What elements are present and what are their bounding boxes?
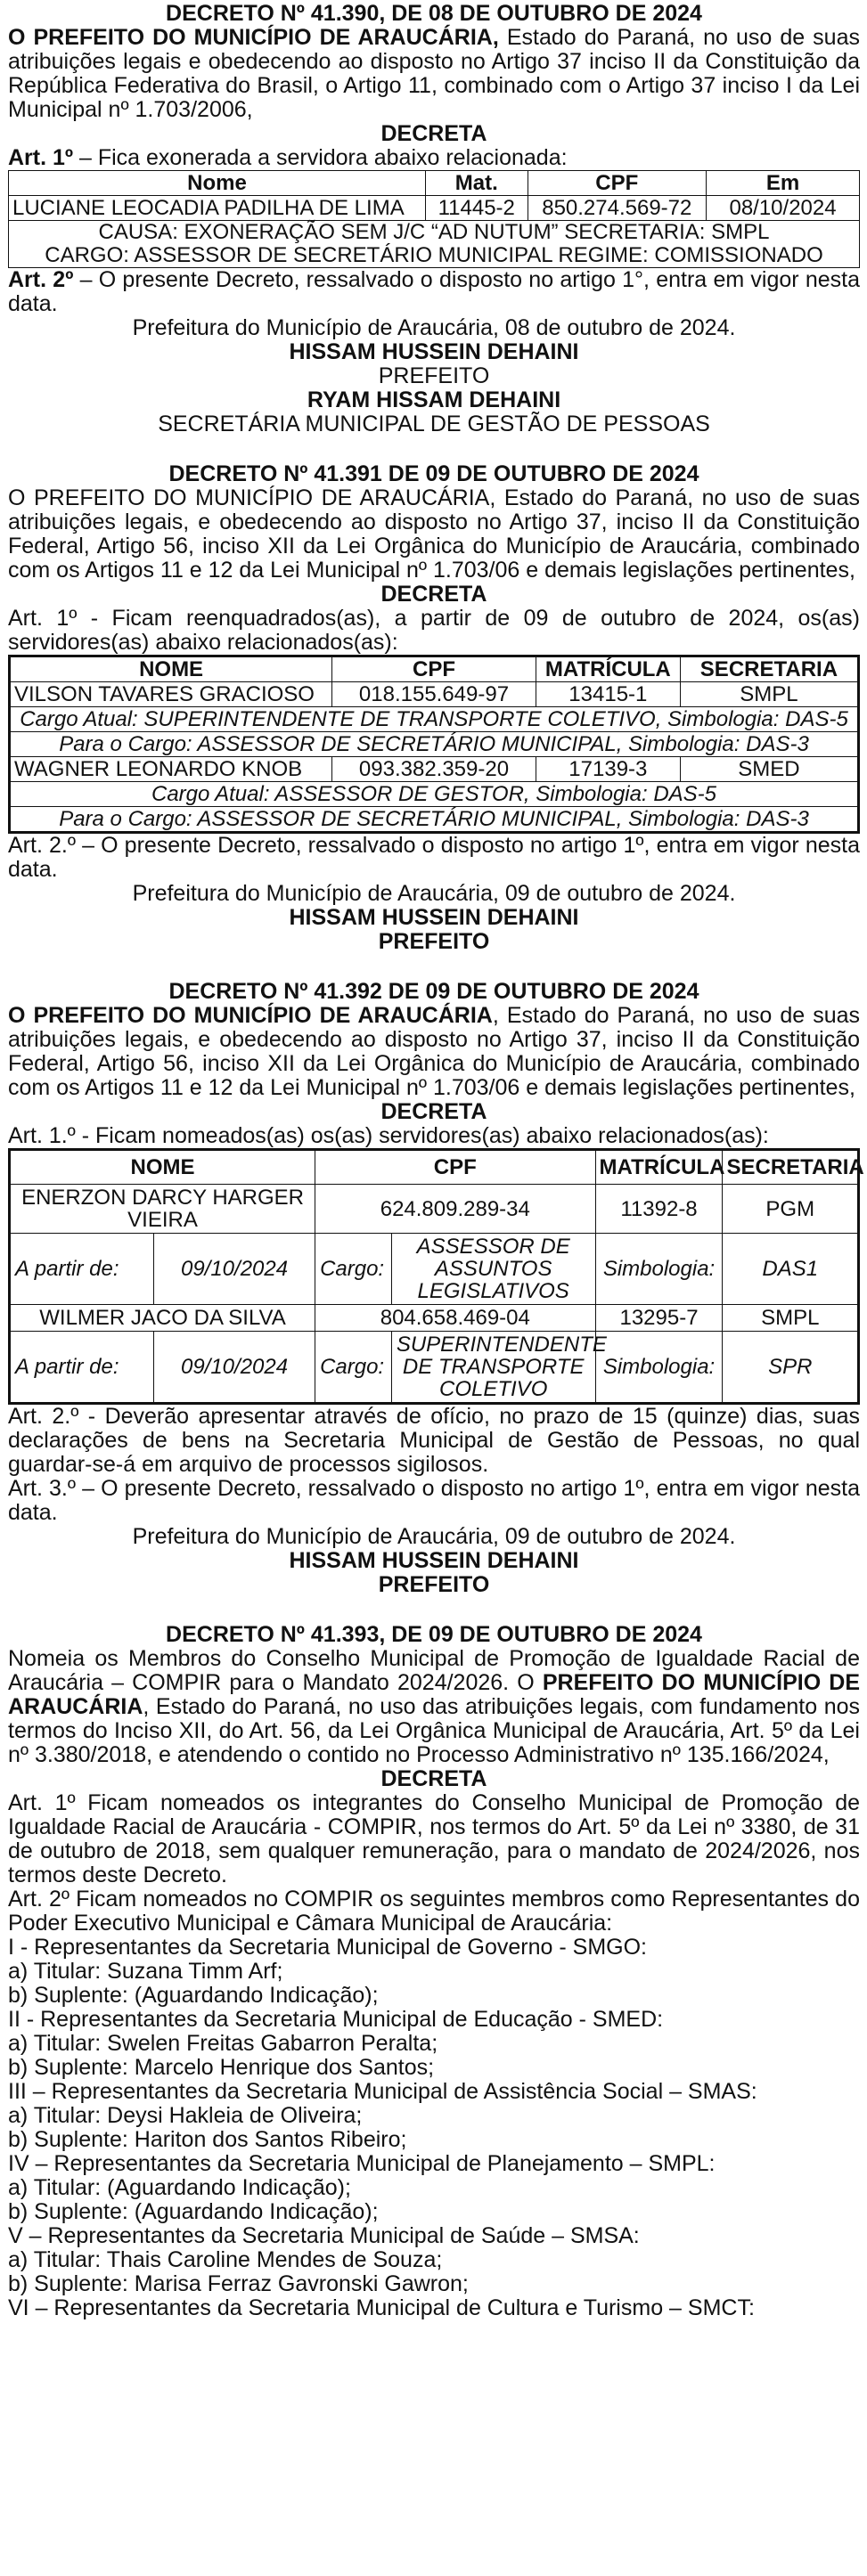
- employee-cpf: 624.809.289-34: [315, 1185, 595, 1234]
- employee-secretaria: PGM: [723, 1185, 859, 1234]
- position-name: ASSESSOR DE ASSUNTOS LEGISLATIVOS: [391, 1234, 595, 1305]
- table-row: [10, 1305, 859, 1332]
- employee-matricula: 11392-8: [595, 1185, 723, 1234]
- decree-41390: [8, 2, 860, 436]
- preamble-authority: O PREFEITO DO MUNICÍPIO DE ARAUCÁRIA,: [8, 25, 499, 50]
- column-header: SECRETARIA: [723, 1150, 859, 1185]
- employee-cpf: 018.155.649-97: [332, 682, 536, 707]
- article-2: Art. 2.º – O presente Decreto, ressalvado o disposto no artigo 1º, entra em vigor nesta data.: [8, 833, 860, 882]
- start-date-label: A partir de:: [10, 1234, 154, 1305]
- preamble-text: , Estado do Paraná, no uso de suas atribuições legais, e obedecendo ao disposto no Artigo 37, inciso II da Constituição Federal, Artigo 56, inciso XII da Lei Orgânica do Município de Araucária, combinado com os Artigos 11 e 12 da Lei Municipal nº 1.703/06 e demais legislações pertinentes,: [8, 1003, 860, 1100]
- symbology-label: Simbologia:: [595, 1332, 723, 1404]
- exoneration-table: [8, 170, 860, 268]
- article-1: Art. 1º Ficam nomeados os integrantes do Conselho Municipal de Promoção de Igualdade Racial de Araucária - COMPIR, nos termos do Art. 5º da Lei nº 3380, de 31 de outubro de 2018, sem qualquer remuneração, para o mandato de 2024/2026, nos termos deste Decreto.: [8, 1790, 860, 1887]
- place-date: Prefeitura do Município de Araucária, 08 de outubro de 2024.: [132, 315, 736, 340]
- current-position: Cargo Atual: ASSESSOR DE GESTOR, Simbologia: DAS-5: [10, 782, 859, 807]
- decree-ementa: [8, 1647, 860, 1767]
- table-row: [10, 1234, 859, 1305]
- members-list: [8, 1936, 860, 2320]
- column-header: MATRÍCULA: [595, 1150, 723, 1185]
- article-text: – O presente Decreto, ressalvado o disposto no artigo 1°, entra em vigor nesta data.: [8, 267, 860, 316]
- place-date: Prefeitura do Município de Araucária, 09 de outubro de 2024.: [132, 881, 736, 906]
- signer-role: SECRETÁRIA MUNICIPAL DE GESTÃO DE PESSOAS: [158, 412, 710, 436]
- current-position: Cargo Atual: SUPERINTENDENTE DE TRANSPORTE COLETIVO, Simbologia: DAS-5: [10, 707, 859, 732]
- article-text: – Fica exonerada a servidora abaixo relacionada:: [73, 145, 568, 170]
- place-date: Prefeitura do Município de Araucária, 09 de outubro de 2024.: [132, 1524, 736, 1549]
- table-row: [10, 1185, 859, 1234]
- decree-title: DECRETO Nº 41.391 DE 09 DE OUTUBRO DE 2024: [168, 461, 699, 486]
- decreta-heading: DECRETA: [380, 121, 487, 146]
- list-item: IV – Representantes da Secretaria Municipal de Planejamento – SMPL:: [8, 2151, 716, 2176]
- list-item: b) Suplente: Hariton dos Santos Ribeiro;: [8, 2127, 407, 2152]
- decree-title: DECRETO Nº 41.392 DE 09 DE OUTUBRO DE 2024: [168, 979, 699, 1004]
- table-row: [10, 707, 859, 732]
- list-item: I - Representantes da Secretaria Municipal de Governo - SMGO:: [8, 1935, 647, 1960]
- column-header: Nome: [9, 171, 426, 196]
- symbology-label: Simbologia:: [595, 1234, 723, 1305]
- employee-name: WILMER JACO DA SILVA: [10, 1305, 315, 1332]
- table-row: [10, 757, 859, 782]
- table-row: [10, 807, 859, 833]
- employee-secretaria: SMPL: [680, 682, 858, 707]
- table-header-row: [10, 656, 859, 682]
- section-gap: [8, 954, 860, 980]
- list-item: b) Suplente: (Aguardando Indicação);: [8, 1983, 379, 2008]
- reclassification-table: [8, 655, 860, 834]
- article-1: [8, 146, 860, 170]
- decree-41393: [8, 1623, 860, 2320]
- employee-matricula: 13295-7: [595, 1305, 723, 1332]
- column-header: CPF: [332, 656, 536, 682]
- employee-cpf: 093.382.359-20: [332, 757, 536, 782]
- ementa-authority: PREFEITO DO MUNICÍPIO DE ARAUCÁRIA: [8, 1670, 861, 1719]
- table-header-row: [9, 171, 860, 196]
- table-row: [10, 782, 859, 807]
- employee-secretaria: SMPL: [723, 1305, 859, 1332]
- column-header: CPF: [315, 1150, 595, 1185]
- employee-cpf: 850.274.569-72: [528, 196, 707, 221]
- position-name: SUPERINTENDENTE DE TRANSPORTE COLETIVO: [391, 1332, 595, 1404]
- column-header: Mat.: [425, 171, 528, 196]
- article-2: Art. 2º Ficam nomeados no COMPIR os seguintes membros como Representantes do Poder Executivo Municipal e Câmara Municipal de Araucária:: [8, 1887, 860, 1936]
- article-label: Art. 1º: [8, 145, 74, 170]
- decree-preamble: O PREFEITO DO MUNICÍPIO DE ARAUCÁRIA, Estado do Paraná, no uso de suas atribuições legais, e obedecendo ao disposto no Artigo 37, inciso II da Constituição Federal, Artigo 56, inciso XII da Lei Orgânica do Município de Araucária, combinado com os Artigos 11 e 12 da Lei Municipal nº 1.703/06 e demais legislações pertinentes,: [8, 485, 860, 583]
- table-row: [9, 221, 860, 268]
- employee-matricula: 13415-1: [536, 682, 680, 707]
- table-row: [10, 1332, 859, 1404]
- section-gap: [8, 1597, 860, 1623]
- signer-role: PREFEITO: [378, 363, 490, 388]
- column-header: NOME: [10, 1150, 315, 1185]
- signer-name: HISSAM HUSSEIN DEHAINI: [289, 905, 579, 930]
- employee-secretaria: SMED: [680, 757, 858, 782]
- list-item: b) Suplente: (Aguardando Indicação);: [8, 2199, 379, 2224]
- signer-name: RYAM HISSAM DEHAINI: [307, 387, 561, 412]
- decreta-heading: DECRETA: [380, 582, 487, 607]
- employee-mat: 11445-2: [425, 196, 528, 221]
- list-item: III – Representantes da Secretaria Municipal de Assistência Social – SMAS:: [8, 2079, 757, 2104]
- article-label: Art. 2º: [8, 267, 74, 292]
- ementa-text: Nomeia os Membros do Conselho Municipal de Promoção de Igualdade Racial de Araucária – COMPIR para o Mandato 2024/2026. O: [8, 1646, 860, 1695]
- employee-cpf: 804.658.469-04: [315, 1305, 595, 1332]
- employee-name: ENERZON DARCY HARGER VIEIRA: [10, 1185, 315, 1234]
- start-date: 09/10/2024: [154, 1332, 315, 1404]
- preamble-text: Estado do Paraná, no uso de suas atribuições legais e obedecendo ao disposto no Artigo 37 inciso II da Constituição da República Federativa do Brasil, o Artigo 11, combinado com o Artigo 37 inciso I da Lei Municipal nº 1.703/2006,: [8, 25, 860, 122]
- list-item: b) Suplente: Marisa Ferraz Gavronski Gawron;: [8, 2271, 469, 2296]
- table-note: [9, 221, 860, 268]
- list-item: b) Suplente: Marcelo Henrique dos Santos;: [8, 2055, 435, 2080]
- list-item: VI – Representantes da Secretaria Municipal de Cultura e Turismo – SMCT:: [8, 2295, 755, 2320]
- list-item: a) Titular: Suzana Timm Arf;: [8, 1959, 283, 1984]
- decreta-heading: DECRETA: [380, 1766, 487, 1791]
- article-2: [8, 268, 860, 316]
- ementa-text: , Estado do Paraná, no uso das atribuições legais, com fundamento nos termos do Inciso XII, do Art. 56, da Lei Orgânica Municipal de Araucária, Art. 5º da Lei nº 3.380/2018, e atendendo o contido no Processo Administrativo nº 135.166/2024,: [8, 1694, 860, 1767]
- preamble-authority: O PREFEITO DO MUNICÍPIO DE ARAUCÁRIA: [8, 1003, 493, 1028]
- decree-preamble: [8, 26, 860, 122]
- signer-role: PREFEITO: [378, 929, 490, 954]
- list-item: a) Titular: (Aguardando Indicação);: [8, 2175, 351, 2200]
- column-header: MATRÍCULA: [536, 656, 680, 682]
- column-header: CPF: [528, 171, 707, 196]
- column-header: NOME: [10, 656, 332, 682]
- cause-line: CAUSA: EXONERAÇÃO SEM J/C “AD NUTUM” SECRETARIA: SMPL: [98, 220, 770, 244]
- employee-name: WAGNER LEONARDO KNOB: [10, 757, 332, 782]
- signer-name: HISSAM HUSSEIN DEHAINI: [289, 1548, 579, 1573]
- table-row: [10, 732, 859, 757]
- table-row: [9, 196, 860, 221]
- appointment-table: [8, 1148, 864, 1405]
- decree-title: DECRETO Nº 41.390, DE 08 DE OUTUBRO DE 2024: [166, 1, 702, 26]
- column-header: SECRETARIA: [680, 656, 858, 682]
- list-item: a) Titular: Deysi Hakleia de Oliveira;: [8, 2103, 363, 2128]
- position-line: CARGO: ASSESSOR DE SECRETÁRIO MUNICIPAL REGIME: COMISSIONADO: [45, 243, 823, 267]
- symbology-value: DAS1: [723, 1234, 859, 1305]
- article-1: Art. 1.º - Ficam nomeados(as) os(as) servidores(as) abaixo relacionados(as):: [8, 1123, 769, 1148]
- symbology-value: SPR: [723, 1332, 859, 1404]
- start-date-label: A partir de:: [10, 1332, 154, 1404]
- column-header: Em: [707, 171, 860, 196]
- start-date: 09/10/2024: [154, 1234, 315, 1305]
- decree-preamble: [8, 1004, 860, 1100]
- decree-41392: [8, 979, 864, 1597]
- list-item: a) Titular: Thais Caroline Mendes de Souza;: [8, 2247, 443, 2272]
- article-3: Art. 3.º – O presente Decreto, ressalvado o disposto no artigo 1º, entra em vigor nesta data.: [8, 1476, 860, 1525]
- signer-role: PREFEITO: [378, 1572, 490, 1597]
- position-label: Cargo:: [315, 1332, 392, 1404]
- list-item: a) Titular: Swelen Freitas Gabarron Peralta;: [8, 2031, 438, 2056]
- list-item: V – Representantes da Secretaria Municipal de Saúde – SMSA:: [8, 2223, 640, 2248]
- table-header-row: [10, 1150, 859, 1185]
- employee-name: LUCIANE LEOCADIA PADILHA DE LIMA: [9, 196, 426, 221]
- article-2: Art. 2.º - Deverão apresentar através de ofício, no prazo de 15 (quinze) dias, suas declarações de bens na Secretaria Municipal de Gestão de Pessoas, no qual guardar-se-á em arquivo de processos sigilosos.: [8, 1404, 860, 1477]
- position-label: Cargo:: [315, 1234, 392, 1305]
- new-position: Para o Cargo: ASSESSOR DE SECRETÁRIO MUNICIPAL, Simbologia: DAS-3: [10, 807, 859, 833]
- table-row: [10, 682, 859, 707]
- new-position: Para o Cargo: ASSESSOR DE SECRETÁRIO MUNICIPAL, Simbologia: DAS-3: [10, 732, 859, 757]
- list-item: II - Representantes da Secretaria Municipal de Educação - SMED:: [8, 2007, 664, 2032]
- exoneration-date: 08/10/2024: [707, 196, 860, 221]
- decree-41391: [8, 462, 860, 954]
- employee-matricula: 17139-3: [536, 757, 680, 782]
- employee-name: VILSON TAVARES GRACIOSO: [10, 682, 332, 707]
- article-1: Art. 1º - Ficam reenquadrados(as), a partir de 09 de outubro de 2024, os(as) servidores(as) abaixo relacionados(as):: [8, 606, 860, 655]
- decreta-heading: DECRETA: [380, 1099, 487, 1124]
- signer-name: HISSAM HUSSEIN DEHAINI: [289, 339, 579, 364]
- section-gap: [8, 436, 860, 462]
- decree-title: DECRETO Nº 41.393, DE 09 DE OUTUBRO DE 2024: [166, 1622, 702, 1647]
